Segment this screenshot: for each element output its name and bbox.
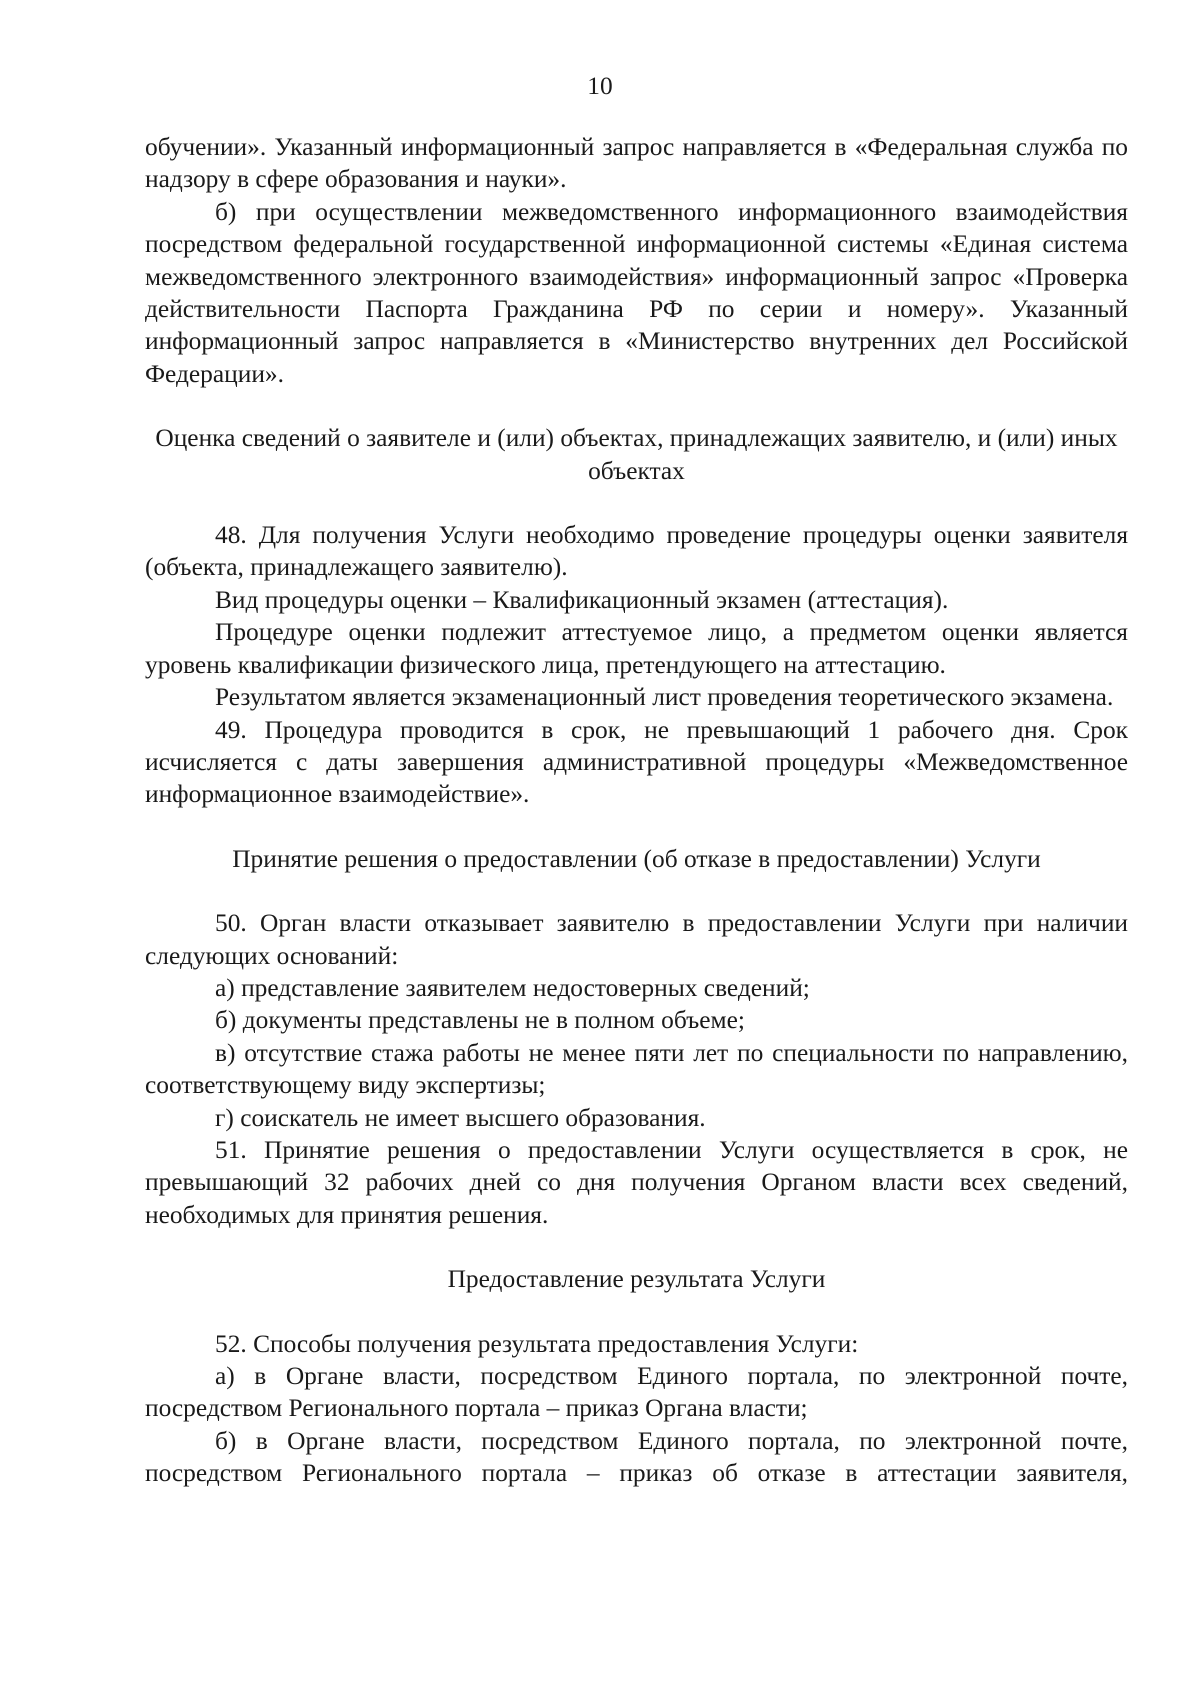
paragraph-50b: б) документы представлены не в полном объеме;	[215, 1006, 745, 1035]
paragraph-52b: б) в Органе власти, посредством Единого портала, по электронной почте, посредством Регионального портала – приказ об отказе в аттестации заявителя,	[145, 1426, 1128, 1488]
paragraph-assessment-subject: Процедуре оценки подлежит аттестуемое лицо, а предметом оценки является уровень квалификации физического лица, претендующего на аттестацию.	[145, 618, 1128, 679]
paragraph-assessment-type: Вид процедуры оценки – Квалификационный экзамен (аттестация).	[215, 585, 949, 614]
paragraph-49: 49. Процедура проводится в срок, не превышающий 1 рабочего дня. Срок исчисляется с даты завершения административной процедуры «Межведомственное информационное взаимодействие».	[145, 715, 1128, 809]
document-body	[145, 131, 1128, 1490]
paragraph-47b: б) при осуществлении межведомственного информационного взаимодействия посредством федеральной государственной информационной системы «Единая система межведомственного электронного взаимодействия» информационный запрос «Проверка действительности Паспорта Гражданина РФ по серии и номеру». Указанный информационный запрос направляется в «Министерство внутренних дел Российской Федерации».	[145, 197, 1128, 388]
section-heading-decision: Принятие решения о предоставлении (об отказе в предоставлении) Услуги	[232, 844, 1041, 873]
section-heading-result: Предоставление результата Услуги	[447, 1265, 826, 1294]
paragraph-50a: а) представление заявителем недостоверных сведений;	[215, 973, 810, 1002]
paragraph-48: 48. Для получения Услуги необходимо проведение процедуры оценки заявителя (объекта, принадлежащего заявителю).	[145, 521, 1128, 582]
section-heading-assessment: Оценка сведений о заявителе и (или) объектах, принадлежащих заявителю, и (или) иных объектах	[155, 424, 1118, 485]
paragraph-continuation: обучении». Указанный информационный запрос направляется в «Федеральная служба по надзору в сфере образования и науки».	[145, 133, 1128, 194]
paragraph-50v: в) отсутствие стажа работы не менее пяти лет по специальности по направлению, соответствующему виду экспертизы;	[145, 1038, 1128, 1100]
paragraph-51: 51. Принятие решения о предоставлении Услуги осуществляется в срок, не превышающий 32 рабочих дней со дня получения Органом власти всех сведений, необходимых для принятия решения.	[145, 1135, 1128, 1229]
paragraph-assessment-result: Результатом является экзаменационный лист проведения теоретического экзамена.	[215, 683, 1114, 712]
page-number: 10	[587, 72, 613, 100]
paragraph-52a: а) в Органе власти, посредством Единого портала, по электронной почте, посредством Регионального портала – приказ Органа власти;	[145, 1362, 1128, 1423]
paragraph-50: 50. Орган власти отказывает заявителю в предоставлении Услуги при наличии следующих оснований:	[145, 909, 1128, 970]
paragraph-52: 52. Способы получения результата предоставления Услуги:	[215, 1329, 859, 1358]
paragraph-50g: г) соискатель не имеет высшего образования.	[215, 1103, 706, 1132]
